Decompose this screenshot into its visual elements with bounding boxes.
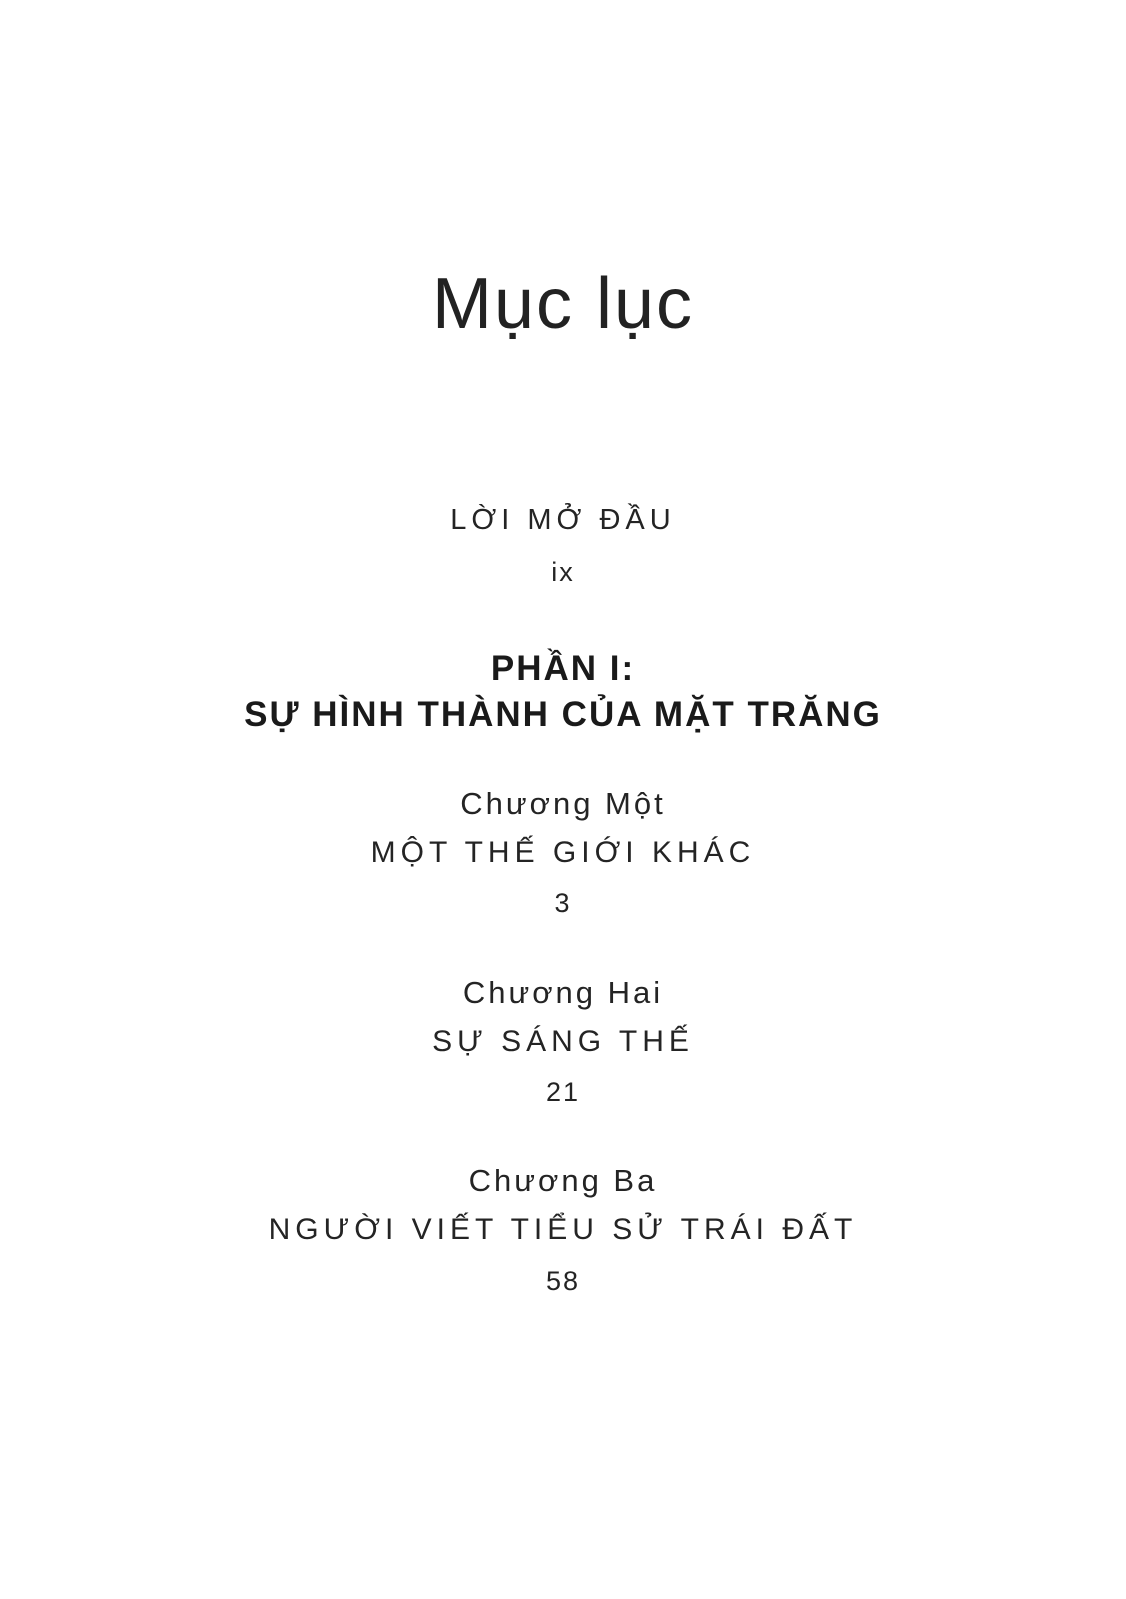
chapter-entry-3 <box>269 1160 858 1303</box>
preface-page-number: ix <box>551 556 575 587</box>
chapter-label: Chương Một <box>460 786 666 822</box>
page-title: Mục lục <box>431 264 695 344</box>
chapter-page-number: 3 <box>554 888 572 919</box>
part-title: SỰ HÌNH THÀNH CỦA MẶT TRĂNG <box>244 694 882 734</box>
chapter-entry-1 <box>371 783 756 926</box>
chapter-label: Chương Ba <box>468 1163 658 1199</box>
chapter-title: NGƯỜI VIẾT TIỂU SỬ TRÁI ĐẤT <box>268 1213 858 1247</box>
preface-label: LỜI MỞ ĐẦU <box>450 504 676 536</box>
preface-entry <box>450 498 675 594</box>
part-heading <box>244 646 882 737</box>
chapter-title: SỰ SÁNG THẾ <box>432 1024 694 1058</box>
part-number: PHẦN I: <box>490 649 636 689</box>
chapter-entry-2 <box>432 972 694 1115</box>
chapter-page-number: 21 <box>545 1077 581 1107</box>
chapter-title: MỘT THẾ GIỚI KHÁC <box>370 835 756 869</box>
chapter-label: Chương Hai <box>462 974 664 1010</box>
chapter-page-number: 58 <box>545 1265 581 1296</box>
